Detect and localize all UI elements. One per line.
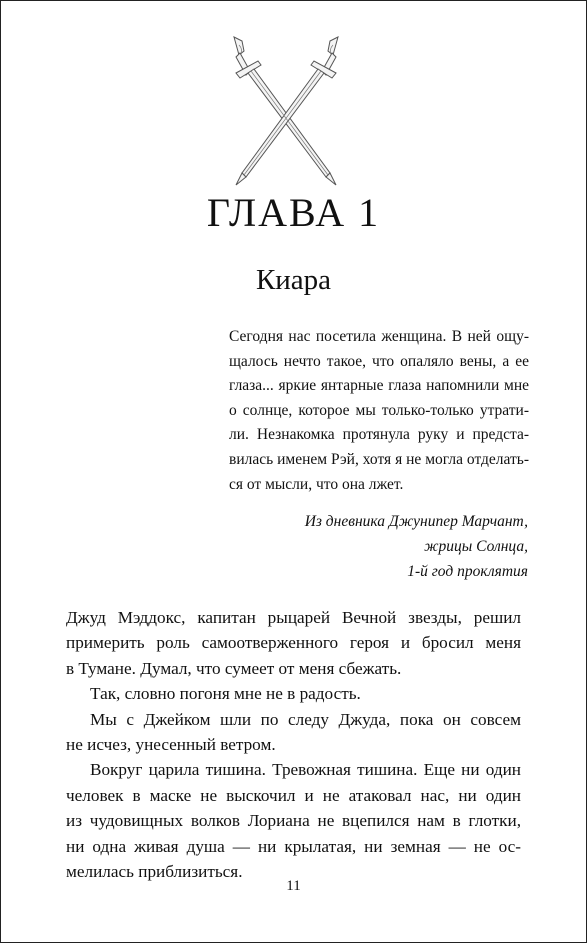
epigraph-line: глаза... яркие янтарные глаза напомнили мне	[229, 377, 529, 395]
chapter-title: ГЛАВА 1	[206, 190, 381, 235]
body-line: Так, словно погоня мне не в радость.	[90, 684, 361, 704]
body-line: мелилась приблизиться.	[66, 862, 243, 882]
body-line: Джуд Мэддокс, капитан рыцарей Вечной звезды, решил	[66, 608, 521, 627]
epigraph-line: вилась именем Рэй, хотя я не могла отделать-	[229, 450, 529, 468]
body-text	[66, 605, 521, 884]
body-line: не исчез, унесенный ветром.	[66, 735, 276, 755]
body-line: ни одна живая душа — ни крылатая, ни земная — не ос-	[66, 836, 521, 856]
body-line: из чудовищных волков Лориана не вцепился нам в глотки,	[66, 811, 521, 831]
chapter-subtitle-name: Киара	[255, 264, 332, 296]
epigraph-line: ся от мысли, что она лжет.	[229, 475, 404, 493]
body-line: Мы с Джейком шли по следу Джуда, пока он совсем	[90, 709, 521, 729]
body-line: в Тумане. Думал, что сумеет от меня сбежать.	[66, 658, 402, 678]
attribution-line: 1-й год проклятия	[407, 563, 528, 580]
epigraph	[229, 325, 529, 497]
body-line: человек в маске не выскочил и не атаковал нас, ни один	[66, 785, 521, 805]
body-line: Вокруг царила тишина. Тревожная тишина. Еще ни один	[90, 760, 521, 780]
attribution-line: Из дневника Джунипер Марчант,	[304, 513, 528, 530]
epigraph-line: о солнце, которое мы только-только утрати-	[229, 401, 529, 419]
epigraph-line: ли. Незнакомка протянула руку и предста-	[229, 426, 529, 444]
page-number: 11	[286, 878, 301, 894]
crossed-swords-icon	[206, 31, 366, 191]
epigraph-line: Сегодня нас посетила женщина. В ней ощу-	[229, 328, 529, 345]
body-line: примерить роль самоотверженного героя и бросил меня	[66, 633, 521, 653]
epigraph-line: щалось нечто такое, что опаляло вены, а ее	[229, 352, 529, 370]
attribution-line: жрицы Солнца,	[424, 538, 528, 555]
epigraph-attribution	[228, 509, 528, 584]
